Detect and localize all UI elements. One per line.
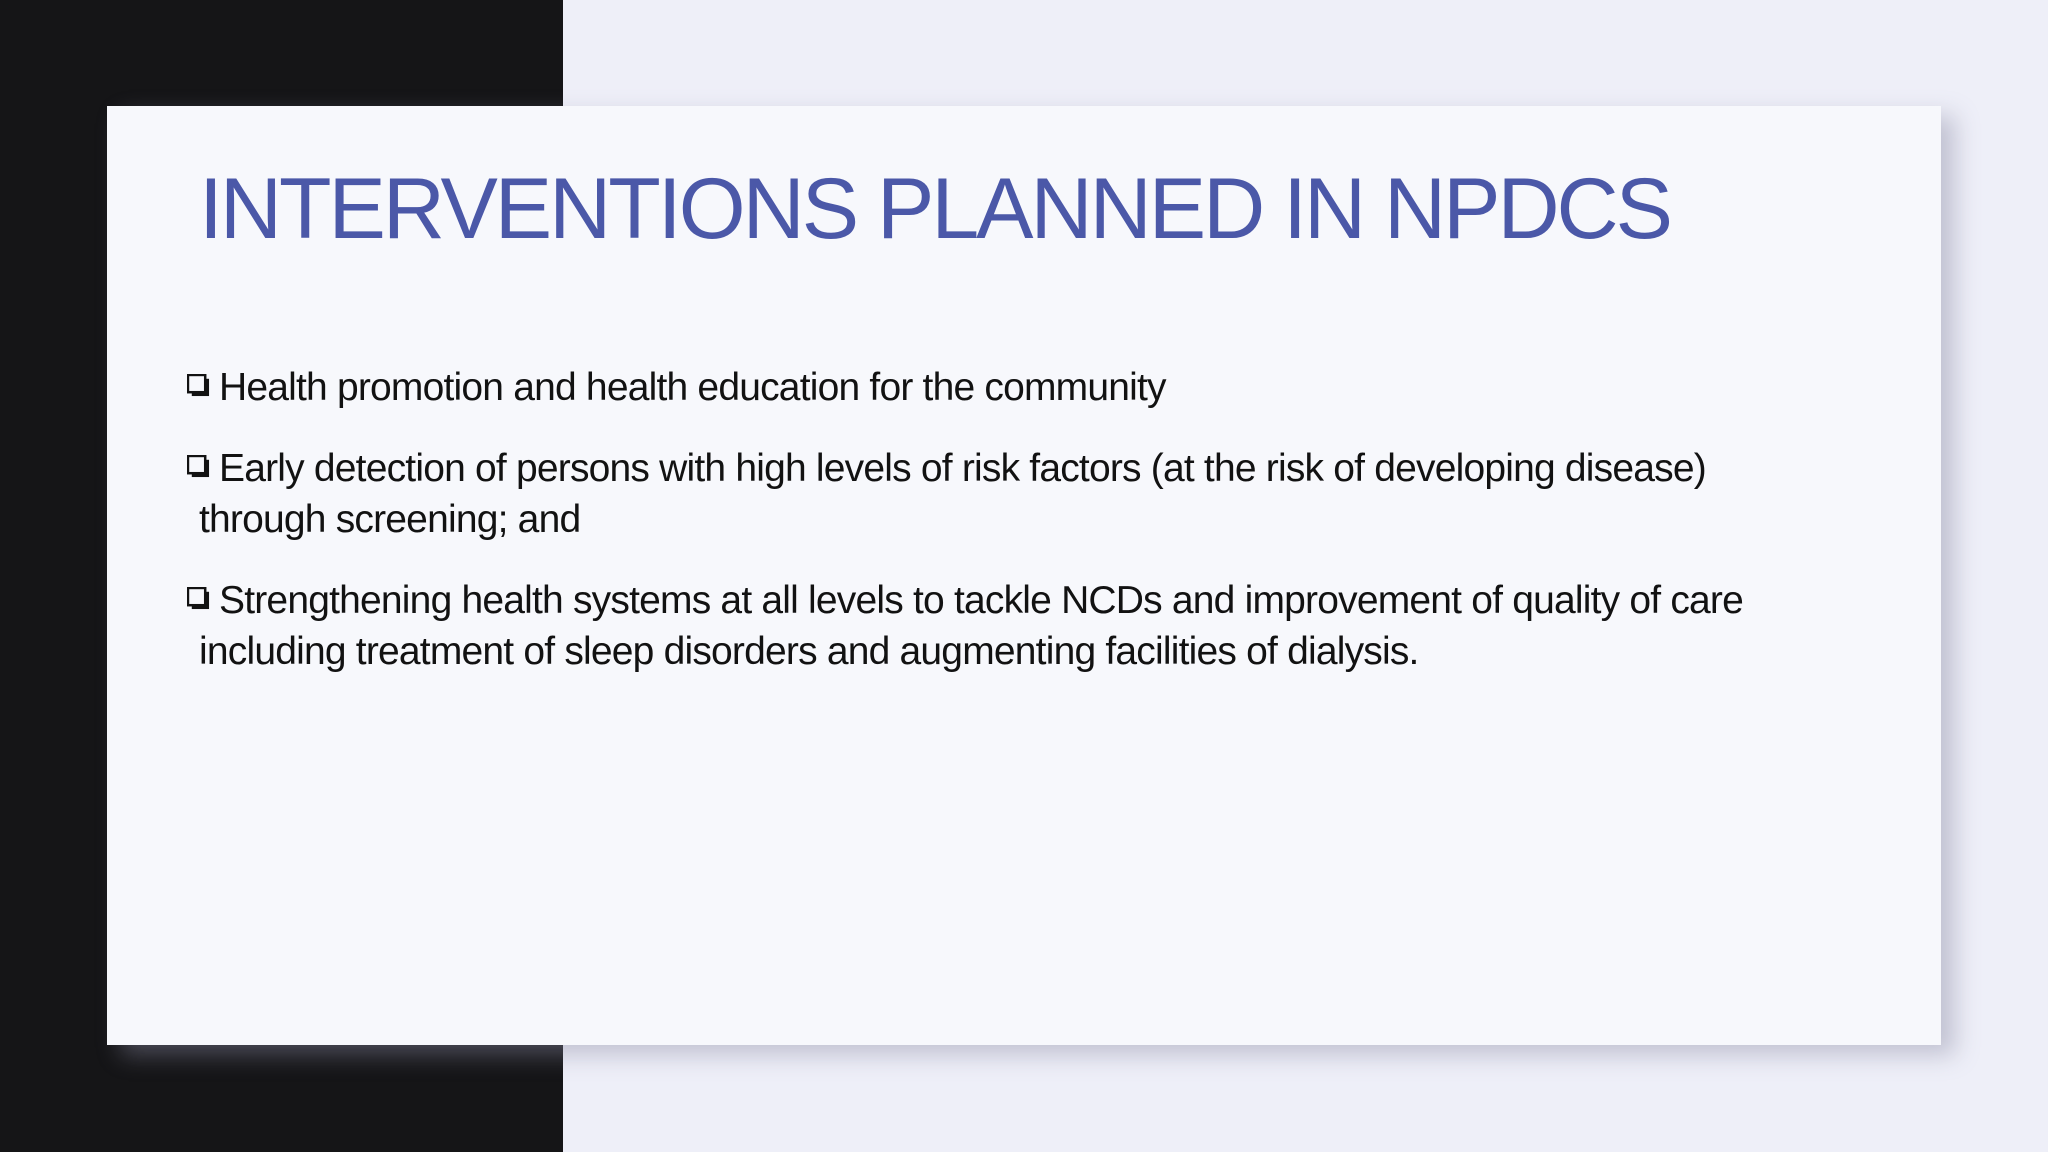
bullet-text-continuation: through screening; and <box>199 498 581 541</box>
bullet-item <box>187 443 1887 545</box>
bullet-text-continuation: including treatment of sleep disorders and augmenting facilities of dialysis. <box>199 630 1419 673</box>
bullet-text: Health promotion and health education for the community <box>219 366 1166 409</box>
bullet-item <box>187 362 1887 413</box>
slide-title: INTERVENTIONS PLANNED IN NPDCS <box>199 161 1671 257</box>
bullet-text: Strengthening health systems at all levels to tackle NCDs and improvement of quality of care <box>219 579 1744 622</box>
bullet-list <box>187 362 1887 707</box>
checkbox-square-icon <box>187 374 210 397</box>
checkbox-square-icon <box>187 455 210 478</box>
bullet-item <box>187 575 1887 677</box>
bullet-text: Early detection of persons with high levels of risk factors (at the risk of developing disease) <box>219 447 1706 490</box>
slide-card <box>107 106 1941 1045</box>
checkbox-square-icon <box>187 587 210 610</box>
